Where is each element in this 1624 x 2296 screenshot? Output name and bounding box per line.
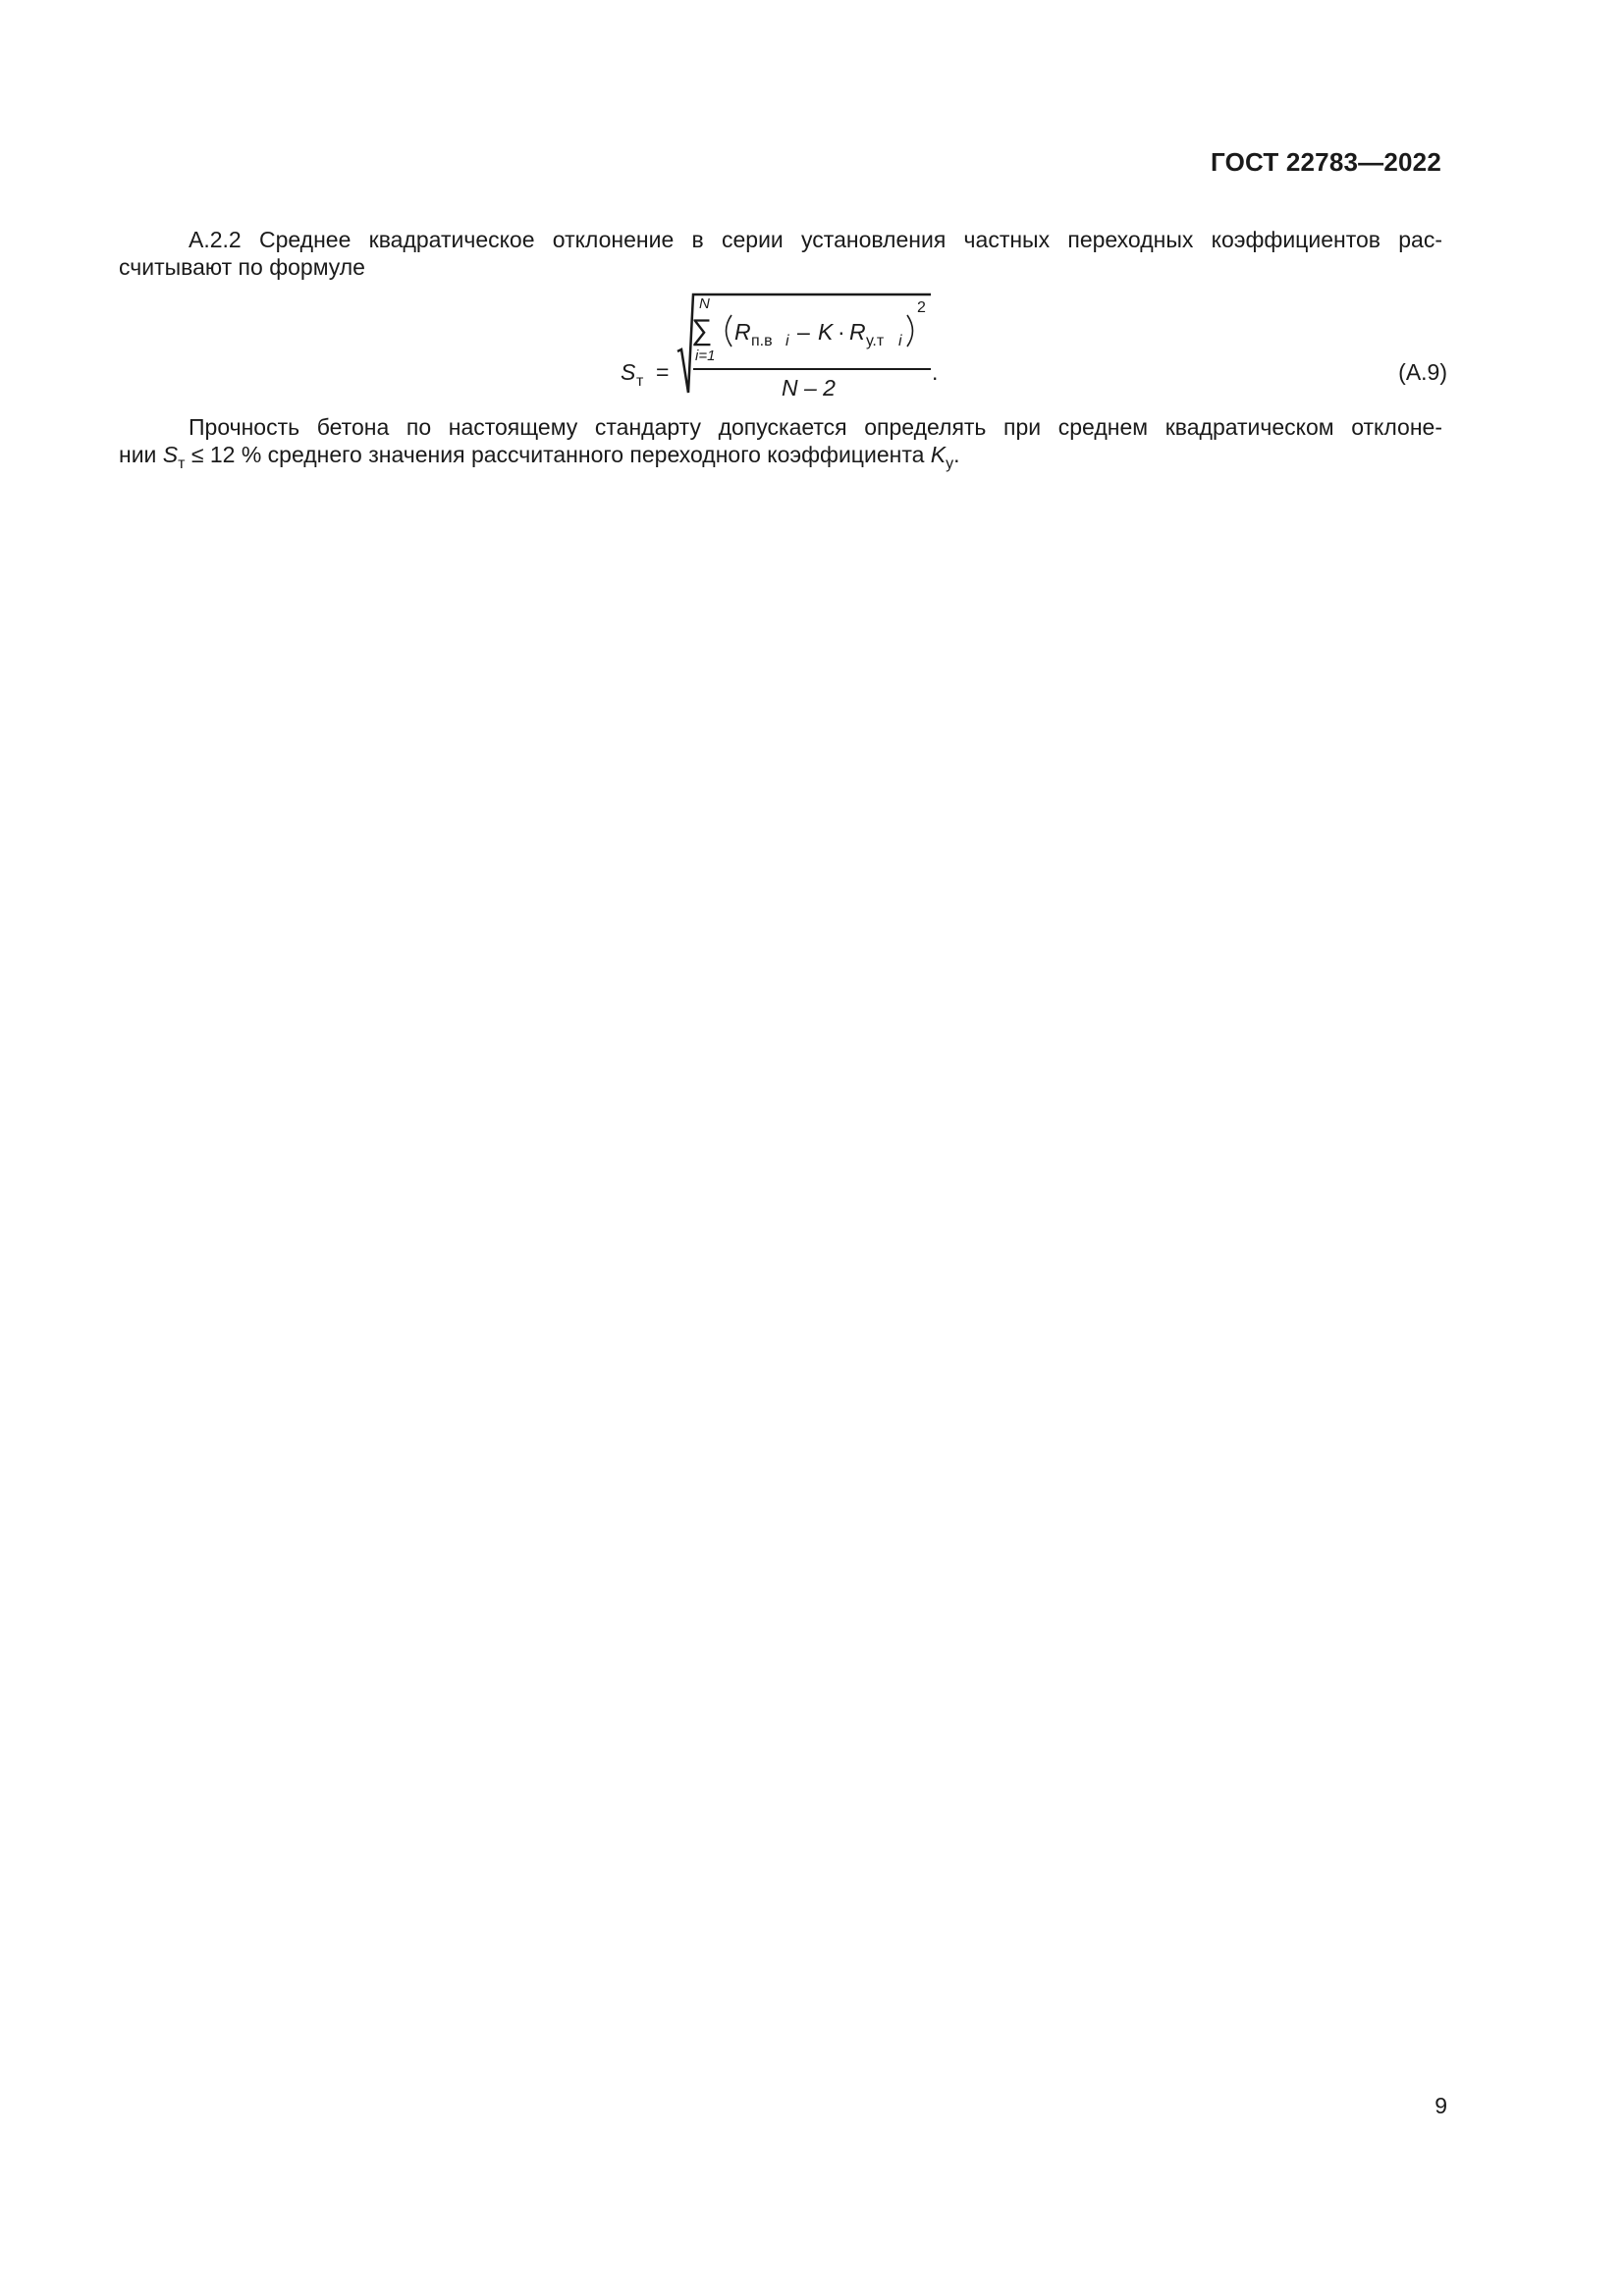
strength-line-2 — [119, 441, 1442, 478]
section-a22-line-1: А.2.2 Среднее квадратическое отклонение в серии установления частных переходных коэффициентов рас- — [189, 227, 1442, 252]
numerator-dot: · — [838, 319, 845, 345]
strength-paragraph — [119, 413, 1442, 478]
left-paren — [727, 315, 732, 347]
section-a22-line-2: считывают по формуле — [119, 254, 365, 280]
numerator-exponent: 2 — [917, 299, 926, 316]
sigma-symbol: ∑ — [691, 314, 713, 347]
strength-line-1: Прочность бетона по настоящему стандарту допускается определять при среднем квадратическом отклоне- — [189, 414, 1442, 440]
numerator-r1-index: i — [785, 333, 789, 349]
strength-k-symbol: K — [930, 442, 947, 467]
right-paren — [907, 315, 913, 347]
strength-line-2-prefix: нии — [119, 442, 163, 467]
formula-lhs-symbol: S — [621, 359, 636, 385]
formula-number: (А.9) — [1398, 359, 1447, 385]
sum-lower-limit: i=1 — [695, 347, 716, 364]
numerator-r1-subscript: п.в — [751, 333, 773, 349]
strength-k-subscript: у — [946, 455, 954, 472]
numerator-k: K — [818, 319, 834, 345]
page-number: 9 — [1435, 2093, 1447, 2118]
sum-upper-limit: N — [699, 295, 710, 312]
numerator-r1: R — [734, 319, 751, 345]
formula-svg — [0, 283, 1624, 410]
formula-equals: = — [656, 359, 670, 385]
formula-period: . — [932, 359, 939, 385]
strength-line-2-middle: ≤ 12 % среднего значения рассчитанного переходного коэффициента — [185, 442, 931, 467]
numerator-minus: – — [797, 319, 810, 345]
section-a22-paragraph — [119, 226, 1442, 281]
denominator: N – 2 — [782, 375, 836, 400]
formula-a9 — [0, 283, 1624, 410]
strength-s-subscript: т — [178, 455, 186, 472]
numerator-r2-subscript: у.т — [866, 333, 885, 349]
formula-lhs-subscript: т — [636, 373, 644, 390]
strength-line-2-end: . — [953, 442, 960, 467]
numerator-r2-index: i — [898, 333, 902, 349]
strength-s-symbol: S — [162, 442, 179, 467]
numerator-r2: R — [849, 319, 866, 345]
document-code-header: ГОСТ 22783—2022 — [1211, 147, 1441, 177]
